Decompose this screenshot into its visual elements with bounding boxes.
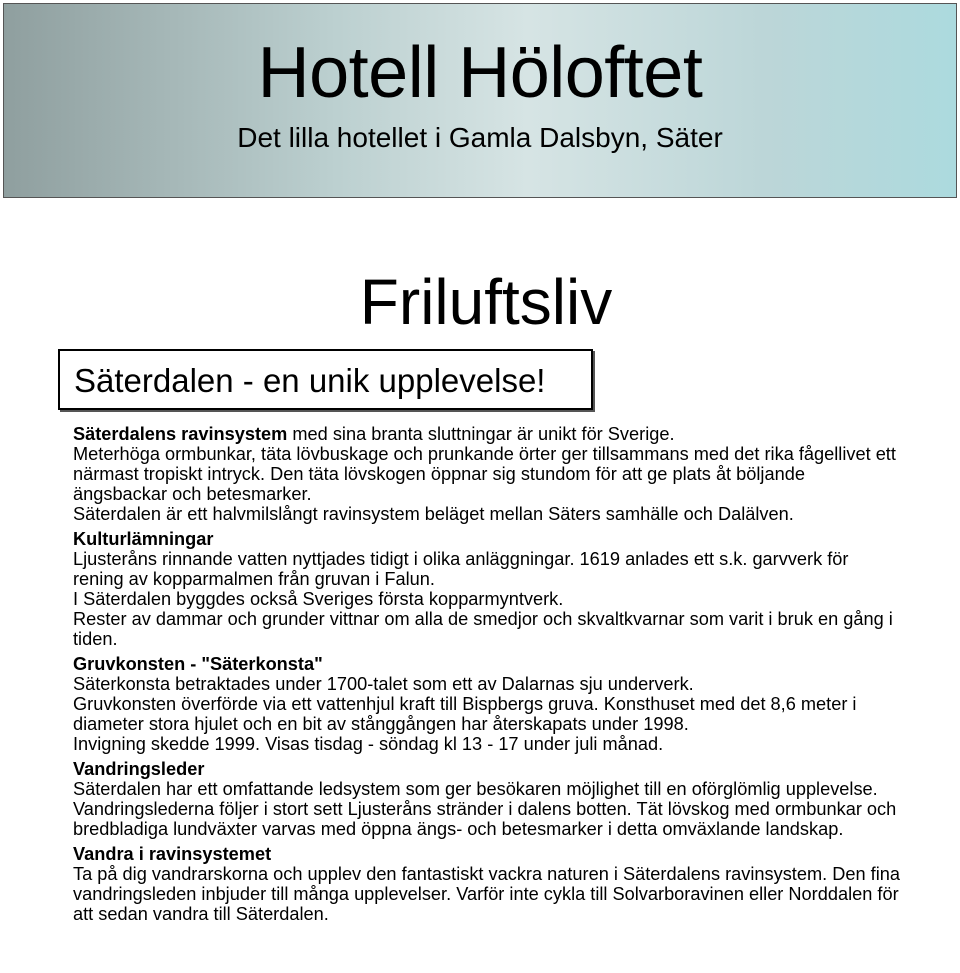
gruvkonsten-paragraph-1: Säterkonsta betraktades under 1700-talet som ett av Dalarnas sju underverk. [73,674,694,694]
gruvkonsten-heading: Gruvkonsten - "Säterkonsta" [73,654,323,674]
page-title: Friluftsliv [359,266,613,338]
section-ravinsystem [73,424,903,524]
gruvkonsten-paragraph-2: Gruvkonsten överförde via ett vattenhjul kraft till Bispbergs gruva. Konsthuset med det 8,6 meter i diameter stora hjulet och en bit av stånggången har återskapats under 1998. [73,694,857,734]
header-banner [3,3,957,198]
gruvkonsten-paragraph-3: Invigning skedde 1999. Visas tisdag - söndag kl 13 - 17 under juli månad. [73,734,664,754]
intro-box [58,349,593,410]
section-vandringsleder [73,759,903,839]
vandra-paragraph-1: Ta på dig vandrarskorna och upplev den fantastiskt vackra naturen i Säterdalens ravinsystem. Den fina vandringsleden inbjuder till många upplevelser. Varför inte cykla till Solvarboravinen eller Norddalen för att sedan vandra till Säterdalen. [73,864,900,924]
ravinsystem-paragraph-1: Meterhöga ormbunkar, täta lövbuskage och prunkande örter ger tillsammans med det rika fågellivet ett närmast tropiskt intryck. Den täta lövskogen öppnar sig stundom för att ge plats åt böljande ängsbackar och betesmarker. [73,444,896,504]
ravinsystem-lead-bold: Säterdalens ravinsystem [73,424,288,444]
kulturlamningar-paragraph-2: I Säterdalen byggdes också Sveriges första kopparmyntverk. [73,589,564,609]
kulturlamningar-paragraph-3: Rester av dammar och grunder vittnar om alla de smedjor och skvaltkvarnar som varit i bruk en gång i tiden. [73,609,893,649]
kulturlamningar-heading: Kulturlämningar [73,529,214,549]
vandra-heading: Vandra i ravinsystemet [73,844,272,864]
kulturlamningar-paragraph-1: Ljusteråns rinnande vatten nyttjades tidigt i olika anläggningar. 1619 anlades ett s.k. garvverk för rening av kopparmalmen från gruvan i Falun. [73,549,849,589]
intro-text: Säterdalen - en unik upplevelse! [74,362,546,399]
section-vandra [73,844,903,924]
ravinsystem-paragraph-2: Säterdalen är ett halvmilslångt ravinsystem beläget mellan Säters samhälle och Dalälven. [73,504,794,524]
vandringsleder-paragraph-1: Säterdalen har ett omfattande ledsystem som ger besökaren möjlighet till en oförglömlig upplevelse. Vandringslederna följer i stort sett Ljusteråns stränder i dalens botten. Tät lövskog med ormbunkar och bredbladiga lundväxter varvas med öppna ängs- och betesmarker i detta omväxlande landskap. [73,779,897,839]
section-gruvkonsten [73,654,903,754]
ravinsystem-lead [73,424,903,444]
hotel-title: Hotell Höloftet [257,33,703,113]
vandringsleder-heading: Vandringsleder [73,759,205,779]
article-body [73,424,903,924]
ravinsystem-lead-rest: med sina branta sluttningar är unikt för Sverige. [287,424,675,444]
hotel-subtitle: Det lilla hotellet i Gamla Dalsbyn, Säter [237,122,723,153]
section-kulturlamningar [73,529,903,649]
